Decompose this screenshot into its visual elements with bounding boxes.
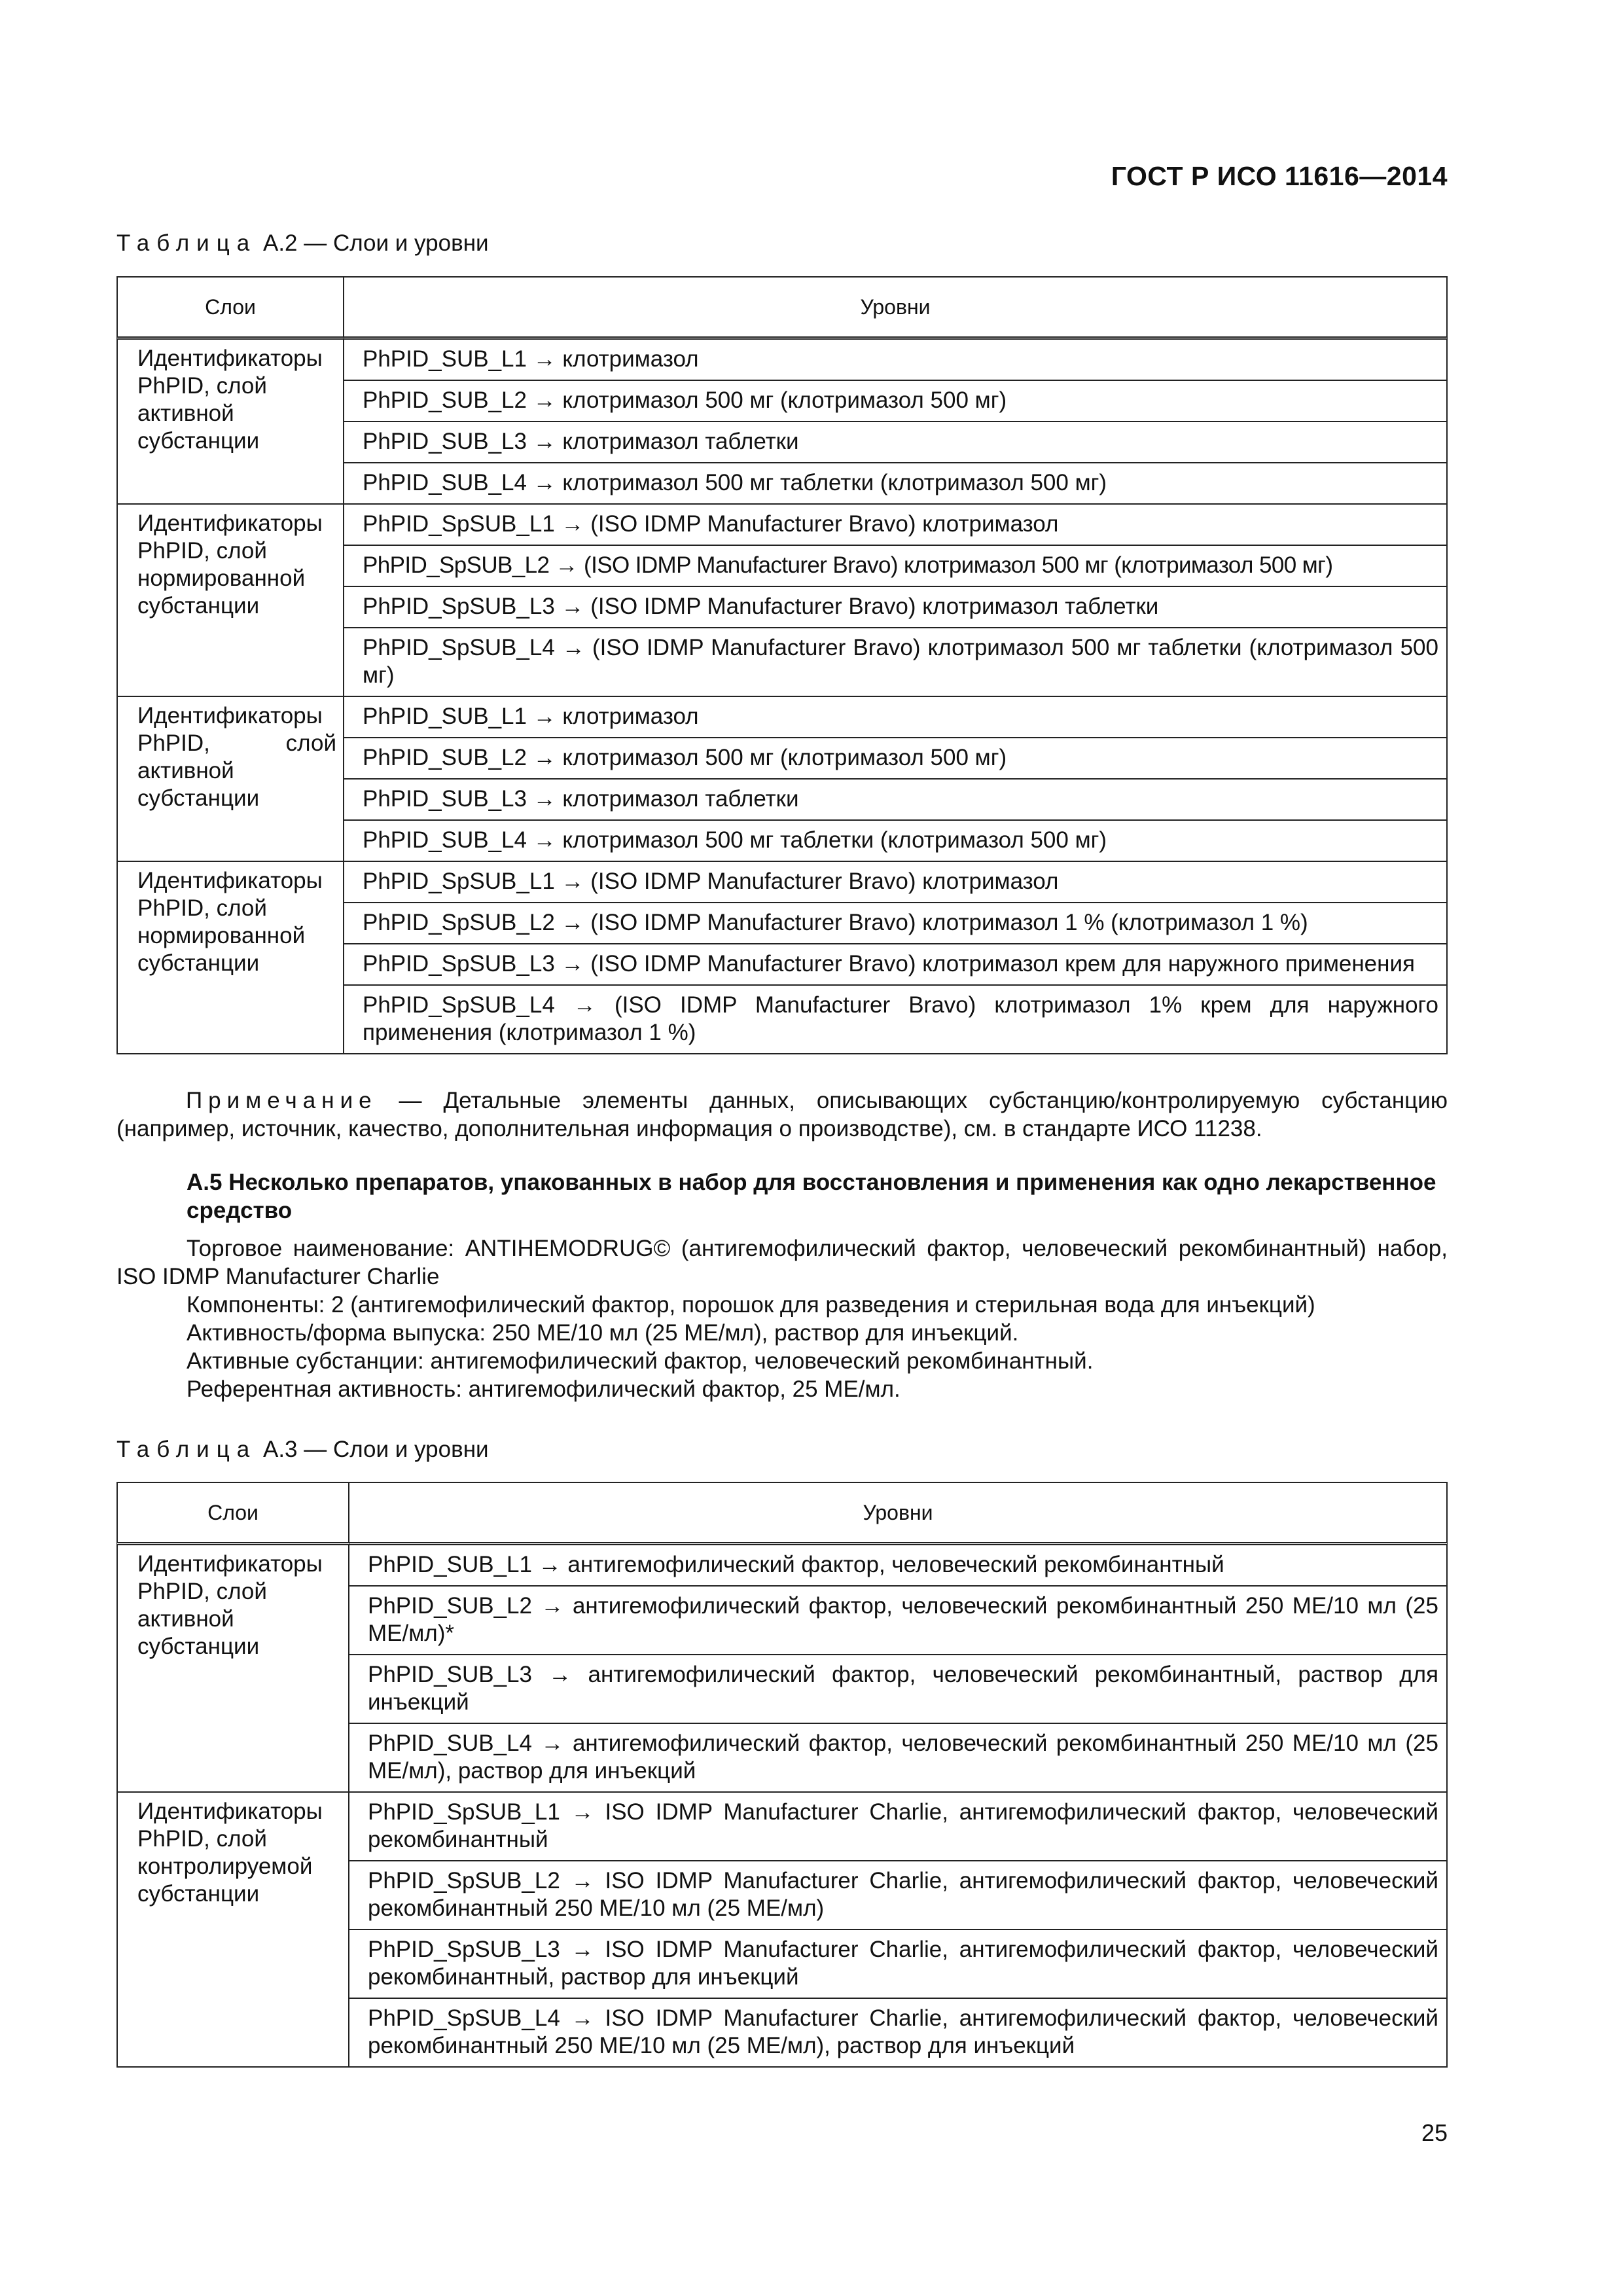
note-text: — Детальные элементы данных, описывающих субстанцию/контролируемую субстанцию (например, источник, качество, дополнительная информация о производстве), см. в стандарте ИСО 11238.	[116, 1088, 1448, 1141]
level-cell: PhPID_SUB_L3 → антигемофилический фактор, человеческий рекомбинантный, раствор для инъекций	[349, 1655, 1448, 1724]
level-cell: PhPID_SpSUB_L1 → (ISO IDMP Manufacturer Bravo) клотримазол	[344, 505, 1448, 546]
level-cell: PhPID_SUB_L3 → клотримазол таблетки	[344, 780, 1448, 821]
level-cell: PhPID_SpSUB_L4 → (ISO IDMP Manufacturer Bravo) клотримазол 1% крем для наружного применения (клотримазол 1 %)	[344, 986, 1448, 1054]
layer-cell: Идентификаторы PhPID, слой нормированной субстанции	[116, 505, 344, 697]
level-cell: PhPID_SpSUB_L4 → ISO IDMP Manufacturer Charlie, антигемофилический фактор, человеческий рекомбинантный 250 МЕ/10 мл (25 МЕ/мл), раствор для инъекций	[349, 1999, 1448, 2068]
level-cell: PhPID_SUB_L3 → клотримазол таблетки	[344, 422, 1448, 463]
level-cell: PhPID_SUB_L4 → антигемофилический фактор, человеческий рекомбинантный 250 МЕ/10 мл (25 МЕ/мл), раствор для инъекций	[349, 1724, 1448, 1793]
table-row	[116, 340, 1448, 381]
note-label: Примечание	[186, 1088, 378, 1113]
column-header-layers: Слои	[116, 276, 344, 340]
table-row	[116, 1545, 1448, 1587]
level-cell: PhPID_SpSUB_L3 → ISO IDMP Manufacturer Charlie, антигемофилический фактор, человеческий рекомбинантный, раствор для инъекций	[349, 1930, 1448, 1999]
product-info	[116, 1234, 1448, 1403]
table-caption-prefix: Таблица	[116, 230, 257, 256]
table-a2-caption	[116, 230, 489, 257]
table-a3-caption	[116, 1437, 489, 1463]
level-cell: PhPID_SpSUB_L3 → (ISO IDMP Manufacturer Bravo) клотримазол таблетки	[344, 587, 1448, 628]
table-row	[116, 862, 1448, 903]
level-cell: PhPID_SUB_L4 → клотримазол 500 мг таблетки (клотримазол 500 мг)	[344, 463, 1448, 505]
level-cell: PhPID_SpSUB_L4 → (ISO IDMP Manufacturer Bravo) клотримазол 500 мг таблетки (клотримазол 500 мг)	[344, 628, 1448, 697]
table-row	[116, 697, 1448, 738]
level-cell: PhPID_SpSUB_L2 → (ISO IDMP Manufacturer Bravo) клотримазол 500 мг (клотримазол 500 мг)	[344, 546, 1448, 587]
page-number: 25	[1421, 2119, 1448, 2146]
level-cell: PhPID_SpSUB_L2 → ISO IDMP Manufacturer Charlie, антигемофилический фактор, человеческий рекомбинантный 250 МЕ/10 мл (25 МЕ/мл)	[349, 1861, 1448, 1930]
level-cell: PhPID_SUB_L4 → клотримазол 500 мг таблетки (клотримазол 500 мг)	[344, 821, 1448, 862]
section-title: Несколько препаратов, упакованных в набор для восстановления и применения как одно лекарственное средство	[187, 1170, 1436, 1223]
table-row	[116, 1793, 1448, 1861]
layer-cell: Идентификаторы PhPID, слой активной субстанции	[116, 697, 344, 862]
trade-name: Торговое наименование: ANTIHEMODRUG© (антигемофилический фактор, человеческий рекомбинантный) набор, ISO IDMP Manufacturer Charlie	[116, 1236, 1448, 1289]
level-cell: PhPID_SUB_L2 → клотримазол 500 мг (клотримазол 500 мг)	[344, 738, 1448, 780]
level-cell: PhPID_SUB_L1 → антигемофилический фактор, человеческий рекомбинантный	[349, 1545, 1448, 1587]
table-note	[116, 1086, 1448, 1143]
level-cell: PhPID_SUB_L1 → клотримазол	[344, 340, 1448, 381]
column-header-levels: Уровни	[344, 276, 1448, 340]
table-a2	[116, 276, 1448, 1054]
table-row	[116, 505, 1448, 546]
level-cell: PhPID_SpSUB_L3 → (ISO IDMP Manufacturer Bravo) клотримазол крем для наружного применения	[344, 944, 1448, 986]
document-header: ГОСТ Р ИСО 11616—2014	[1111, 161, 1448, 191]
reference-strength: Референтная активность: антигемофилический фактор, 25 МЕ/мл.	[187, 1376, 901, 1402]
layer-cell: Идентификаторы PhPID, слой активной субстанции	[116, 1545, 349, 1793]
level-cell: PhPID_SUB_L2 → клотримазол 500 мг (клотримазол 500 мг)	[344, 381, 1448, 422]
table-a3	[116, 1482, 1448, 2068]
table-caption-prefix: Таблица	[116, 1437, 257, 1462]
section-number: А.5	[187, 1170, 223, 1195]
layer-cell: Идентификаторы PhPID, слой активной субстанции	[116, 340, 344, 505]
level-cell: PhPID_SUB_L2 → антигемофилический фактор, человеческий рекомбинантный 250 МЕ/10 мл (25 МЕ/мл)*	[349, 1587, 1448, 1655]
section-a5-heading	[187, 1168, 1448, 1225]
active-substances: Активные субстанции: антигемофилический фактор, человеческий рекомбинантный.	[187, 1348, 1094, 1374]
components: Компоненты: 2 (антигемофилический фактор, порошок для разведения и стерильная вода для инъекций)	[187, 1292, 1315, 1318]
level-cell: PhPID_SpSUB_L1 → ISO IDMP Manufacturer Charlie, антигемофилический фактор, человеческий рекомбинантный	[349, 1793, 1448, 1861]
column-header-layers: Слои	[116, 1482, 349, 1545]
strength: Активность/форма выпуска: 250 МЕ/10 мл (25 МЕ/мл), раствор для инъекций.	[187, 1320, 1019, 1346]
level-cell: PhPID_SpSUB_L1 → (ISO IDMP Manufacturer Bravo) клотримазол	[344, 862, 1448, 903]
table-caption-title: А.2 — Слои и уровни	[262, 230, 489, 256]
table-caption-title: А.3 — Слои и уровни	[262, 1437, 489, 1462]
layer-cell: Идентификаторы PhPID, слой нормированной субстанции	[116, 862, 344, 1054]
level-cell: PhPID_SUB_L1 → клотримазол	[344, 697, 1448, 738]
column-header-levels: Уровни	[349, 1482, 1448, 1545]
level-cell: PhPID_SpSUB_L2 → (ISO IDMP Manufacturer Bravo) клотримазол 1 % (клотримазол 1 %)	[344, 903, 1448, 944]
layer-cell: Идентификаторы PhPID, слой контролируемой субстанции	[116, 1793, 349, 2068]
